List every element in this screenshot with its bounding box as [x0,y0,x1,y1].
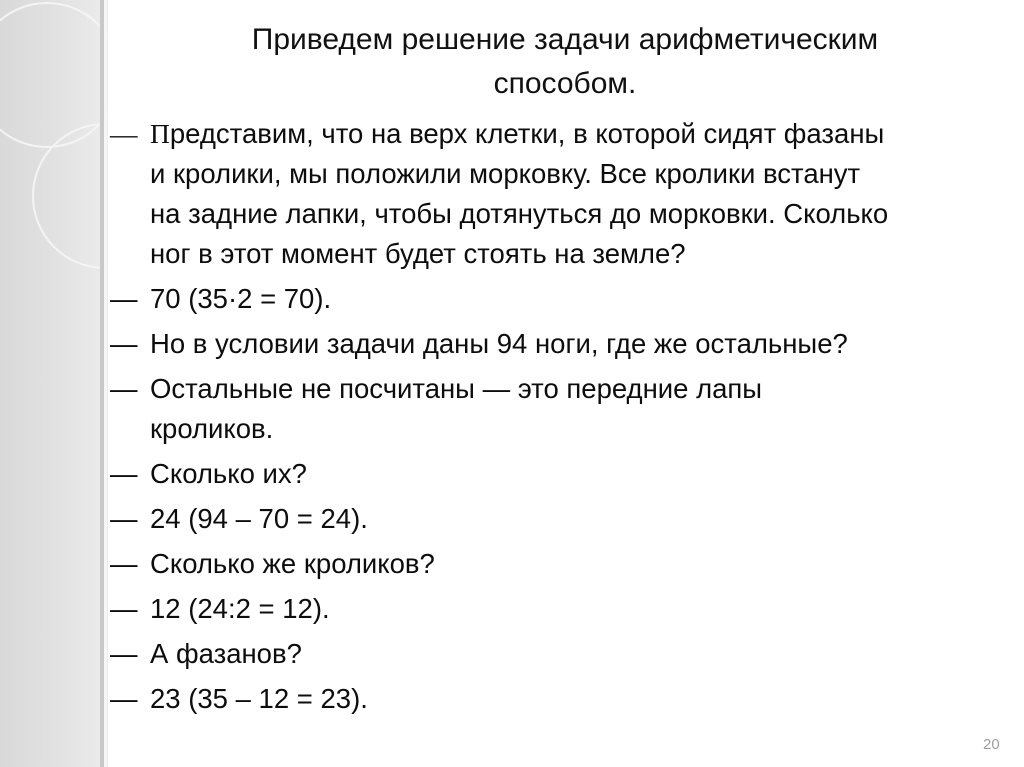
dialogue-line-7 [110,589,990,629]
dialogue-text: Но в условии задачи даны 94 ноги, где же остальные? [150,328,848,359]
paragraph-dash: — [110,503,138,534]
slide-title-line-1: Приведем решение задачи арифметическим [251,23,879,56]
dialogue-text-continued: кроликов. [150,413,274,444]
dialogue-text: 24 (94 – 70 = 24). [150,503,368,534]
intro-line-1 [150,114,990,154]
intro-line-4: ног в этот момент будет стоять на земле? [150,238,686,269]
dialogue-text: Остальные не посчитаны — это передние лапы [150,373,763,404]
paragraph-dash: — [110,283,138,314]
dialogue-line-6 [110,544,990,584]
dialogue-line-2 [110,324,990,364]
intro-first-letter: П [150,118,170,149]
slide-title-line-2: способом. [493,67,637,100]
sidebar-divider-highlight [104,0,107,767]
intro-line-2: и кролики, мы положили морковку. Все кролики встанут [150,158,861,189]
dialogue-line-3 [110,369,990,449]
dialogue-line-5 [110,499,990,539]
paragraph-dash: — [110,638,138,669]
paragraph-dash: — [110,593,138,624]
slide-body [110,114,990,719]
paragraph-dash: — [110,118,138,149]
dialogue-text: Сколько их? [150,458,307,489]
paragraph-dash: — [110,548,138,579]
dialogue-line-8 [110,634,990,674]
dialogue-text: Сколько же кроликов? [150,548,435,579]
intro-line-1-text: редставим, что на верх клетки, в которой сидят фазаны [169,118,885,149]
dialogue-line-1 [110,279,990,319]
intro-paragraph [110,114,990,274]
dialogue-line-4 [110,454,990,494]
paragraph-dash: — [110,458,138,489]
paragraph-dash: — [110,328,138,359]
dialogue-text: А фазанов? [150,638,302,669]
dialogue-text: 23 (35 – 12 = 23). [150,683,368,714]
dialogue-line-9 [110,679,990,719]
paragraph-dash: — [110,683,138,714]
slide-title [150,18,980,106]
page-number: 20 [983,736,1000,753]
dialogue-text: 12 (24:2 = 12). [150,593,330,624]
decorative-sidebar [0,0,108,767]
dialogue-text: 70 (35·2 = 70). [150,283,332,314]
intro-line-3: на задние лапки, чтобы дотянуться до морковки. Сколько [150,198,889,229]
paragraph-dash: — [110,373,138,404]
